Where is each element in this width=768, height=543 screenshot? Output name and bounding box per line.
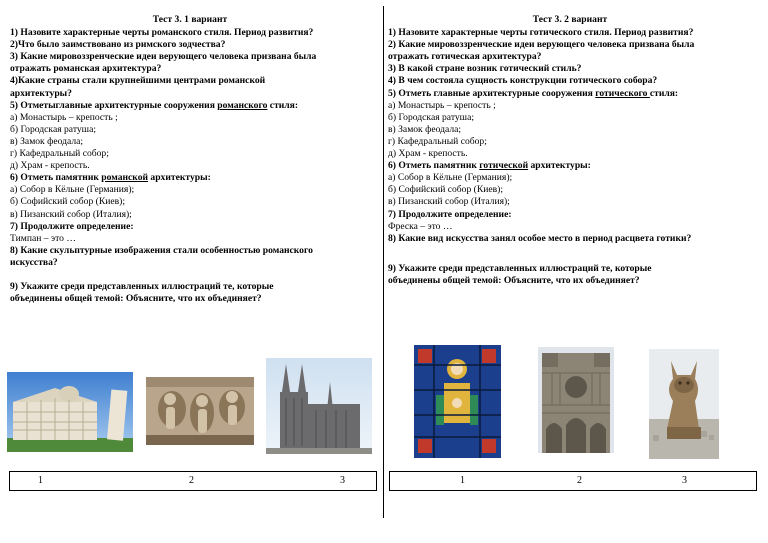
question-9-line-1: 9) Укажите среди представленных иллюстраций те, которые: [10, 280, 274, 292]
question-7: 7) Продолжите определение:: [388, 208, 512, 220]
variant-2-column: [388, 14, 752, 287]
answer-option: б) Городская ратуша;: [388, 111, 474, 123]
illustration-number: 1: [38, 475, 43, 486]
stained-glass-window-photo: [414, 345, 501, 458]
question-3: 3) В какой стране возник готический стиль?: [388, 63, 582, 75]
question-1: 1) Назовите характерные черты готического стиля. Период развития?: [388, 27, 694, 39]
answer-option: в) Пизанский собор (Италия);: [10, 208, 132, 220]
illustration-number: 1: [460, 475, 465, 486]
question-9-line-2: объединены общей темой: Объясните, что их объединяет?: [388, 274, 640, 286]
answer-option: д) Храм - крепость.: [10, 160, 90, 172]
question-4-line-2: архитектуры?: [10, 87, 72, 99]
question-8-line-2: искусства?: [10, 256, 58, 268]
answer-option: в) Пизанский собор (Италия);: [388, 196, 510, 208]
question-6: 6) Отметь памятник готической архитектуры:: [388, 160, 591, 172]
right-answer-number-box: [389, 471, 757, 491]
answer-option: а) Монастырь – крепость ;: [388, 99, 496, 111]
answer-option: а) Монастырь – крепость ;: [10, 111, 118, 123]
question-2-line-2: отражать готическая архитектура?: [388, 51, 542, 63]
answer-option: в) Замок феодала;: [388, 123, 462, 135]
question-2-line-1: 2) Какие мировоззренческие идеи верующего человека призвана была: [388, 39, 695, 51]
question-5: 5) Отметыглавные архитектурные сооружения романского стиля:: [10, 99, 299, 111]
gargoyle-chimera-photo: [649, 349, 719, 459]
answer-option: в) Замок феодала;: [10, 135, 84, 147]
question-5: 5) Отметь главные архитектурные сооружения готического стиля:: [388, 87, 679, 99]
question-8-line-1: 8) Какие скульптурные изображения стали особенностью романского: [10, 244, 313, 256]
definition-prompt: Фреска – это …: [388, 220, 453, 232]
question-6: 6) Отметь памятник романской архитектуры:: [10, 172, 211, 184]
variant-1-title: Тест 3. 1 вариант: [152, 14, 228, 25]
cologne-cathedral-photo: [266, 358, 372, 454]
question-2: 2)Что было заимствовано из римского зодчества?: [10, 39, 226, 51]
answer-option: а) Собор в Кёльне (Германия);: [388, 172, 513, 184]
answer-option: б) Софийский собор (Киев);: [388, 184, 504, 196]
definition-prompt: Тимпан – это …: [10, 232, 76, 244]
illustration-number: 3: [340, 475, 345, 486]
answer-option: г) Кафедральный собор;: [388, 135, 487, 147]
question-4-line-1: 4)Какие страны стали крупнейшими центрами романской: [10, 75, 266, 87]
romanesque-capital-relief-photo: [146, 377, 254, 445]
illustration-number: 3: [682, 475, 687, 486]
variant-1-column: [10, 14, 370, 305]
answer-option: а) Собор в Кёльне (Германия);: [10, 184, 135, 196]
answer-option: д) Храм - крепость.: [388, 148, 468, 160]
question-3-line-1: 3) Какие мировоззренческие идеи верующего человека призвана была: [10, 51, 317, 63]
illustration-number: 2: [577, 475, 582, 486]
question-4: 4) В чем состояла сущность конструкции готического собора?: [388, 75, 658, 87]
question-9-line-2: объединены общей темой: Объясните, что их объединяет?: [10, 293, 262, 305]
pisa-cathedral-photo: [7, 372, 133, 452]
column-divider: [383, 6, 384, 518]
answer-option: б) Городская ратуша;: [10, 123, 96, 135]
question-8: 8) Какие вид искусства занял особое место в период расцвета готики?: [388, 232, 692, 244]
left-answer-number-box: [9, 471, 377, 491]
illustration-number: 2: [189, 475, 194, 486]
answer-option: б) Софийский собор (Киев);: [10, 196, 126, 208]
question-1: 1) Назовите характерные черты романского стиля. Период развития?: [10, 27, 314, 39]
question-3-line-2: отражать романская архитектура?: [10, 63, 162, 75]
question-9-line-1: 9) Укажите среди представленных иллюстраций те, которые: [388, 262, 652, 274]
amiens-cathedral-facade-photo: [538, 347, 614, 453]
question-7: 7) Продолжите определение:: [10, 220, 134, 232]
answer-option: г) Кафедральный собор;: [10, 148, 109, 160]
variant-2-title: Тест 3. 2 вариант: [532, 14, 608, 25]
